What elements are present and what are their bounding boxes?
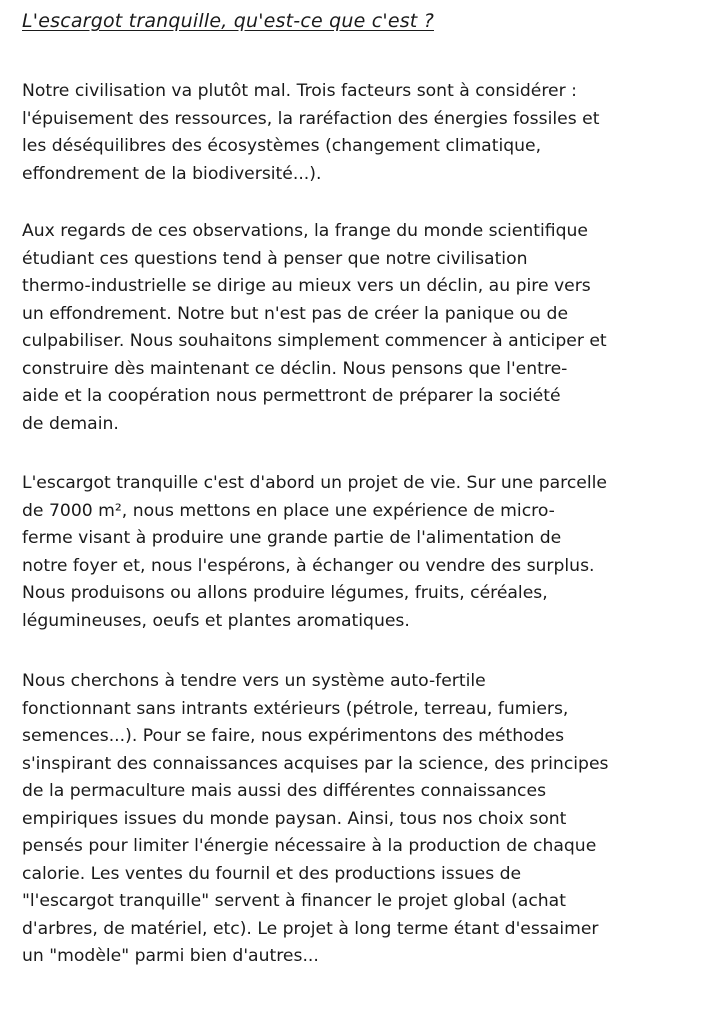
text-line: "l'escargot tranquille" servent à financer le projet global (achat xyxy=(22,891,566,911)
text-line: aide et la coopération nous permettront de préparer la société xyxy=(22,386,561,406)
text-line: semences...). Pour se faire, nous expérimentons des méthodes xyxy=(22,726,565,746)
text-line: pensés pour limiter l'énergie nécessaire à la production de chaque xyxy=(22,836,597,856)
text-line: notre foyer et, nous l'espérons, à échanger ou vendre des surplus. xyxy=(22,555,595,576)
text-line: construire dès maintenant ce déclin. Nous pensons que l'entre- xyxy=(22,358,568,379)
text-line: d'arbres, de matériel, etc). Le projet à long terme étant d'essaimer xyxy=(22,918,599,939)
text-line: effondrement de la biodiversité...). xyxy=(22,163,322,184)
text-line: les déséquilibres des écosystèmes (changement climatique, xyxy=(22,136,542,156)
text-line: empiriques issues du monde paysan. Ainsi, tous nos choix sont xyxy=(22,808,567,829)
text-line: Notre civilisation va plutôt mal. Trois facteurs sont à considérer : xyxy=(22,81,577,101)
text-line: culpabiliser. Nous souhaitons simplement commencer à anticiper et xyxy=(22,331,607,351)
text-line: de 7000 m², nous mettons en place une expérience de micro- xyxy=(22,500,555,521)
text-line: Nous cherchons à tendre vers un système auto-fertile xyxy=(22,671,486,691)
text-line: légumineuses, oeufs et plantes aromatiques. xyxy=(22,610,410,631)
text-line: Aux regards de ces observations, la frange du monde scientifique xyxy=(22,221,588,241)
text-line: s'inspirant des connaissances acquises par la science, des principes xyxy=(22,753,609,774)
text-line: un "modèle" parmi bien d'autres... xyxy=(22,946,319,966)
text-line: calorie. Les ventes du fournil et des productions issues de xyxy=(22,863,522,884)
text-line: L'escargot tranquille c'est d'abord un projet de vie. Sur une parcelle xyxy=(22,473,607,493)
text-line: de la permaculture mais aussi des différentes connaissances xyxy=(22,781,547,801)
paragraph-civilisation xyxy=(22,78,599,188)
text-line: thermo-industrielle se dirige au mieux vers un déclin, au pire vers xyxy=(22,276,591,296)
text-line: l'épuisement des ressources, la raréfaction des énergies fossiles et xyxy=(22,108,600,129)
text-line: fonctionnant sans intrants extérieurs (pétrole, terreau, fumiers, xyxy=(22,698,569,719)
page-title: L'escargot tranquille, qu'est-ce que c'est ? xyxy=(22,10,434,32)
text-line: ferme visant à produire une grande partie de l'alimentation de xyxy=(22,528,562,548)
text-line: un effondrement. Notre but n'est pas de créer la panique ou de xyxy=(22,303,569,324)
text-line: étudiant ces questions tend à penser que notre civilisation xyxy=(22,248,528,269)
paragraph-systeme-auto-fertile xyxy=(22,668,608,971)
paragraph-projet-de-vie xyxy=(22,470,607,635)
text-line: Nous produisons ou allons produire légumes, fruits, céréales, xyxy=(22,583,548,603)
paragraph-observations xyxy=(22,218,607,438)
text-line: de demain. xyxy=(22,413,119,434)
